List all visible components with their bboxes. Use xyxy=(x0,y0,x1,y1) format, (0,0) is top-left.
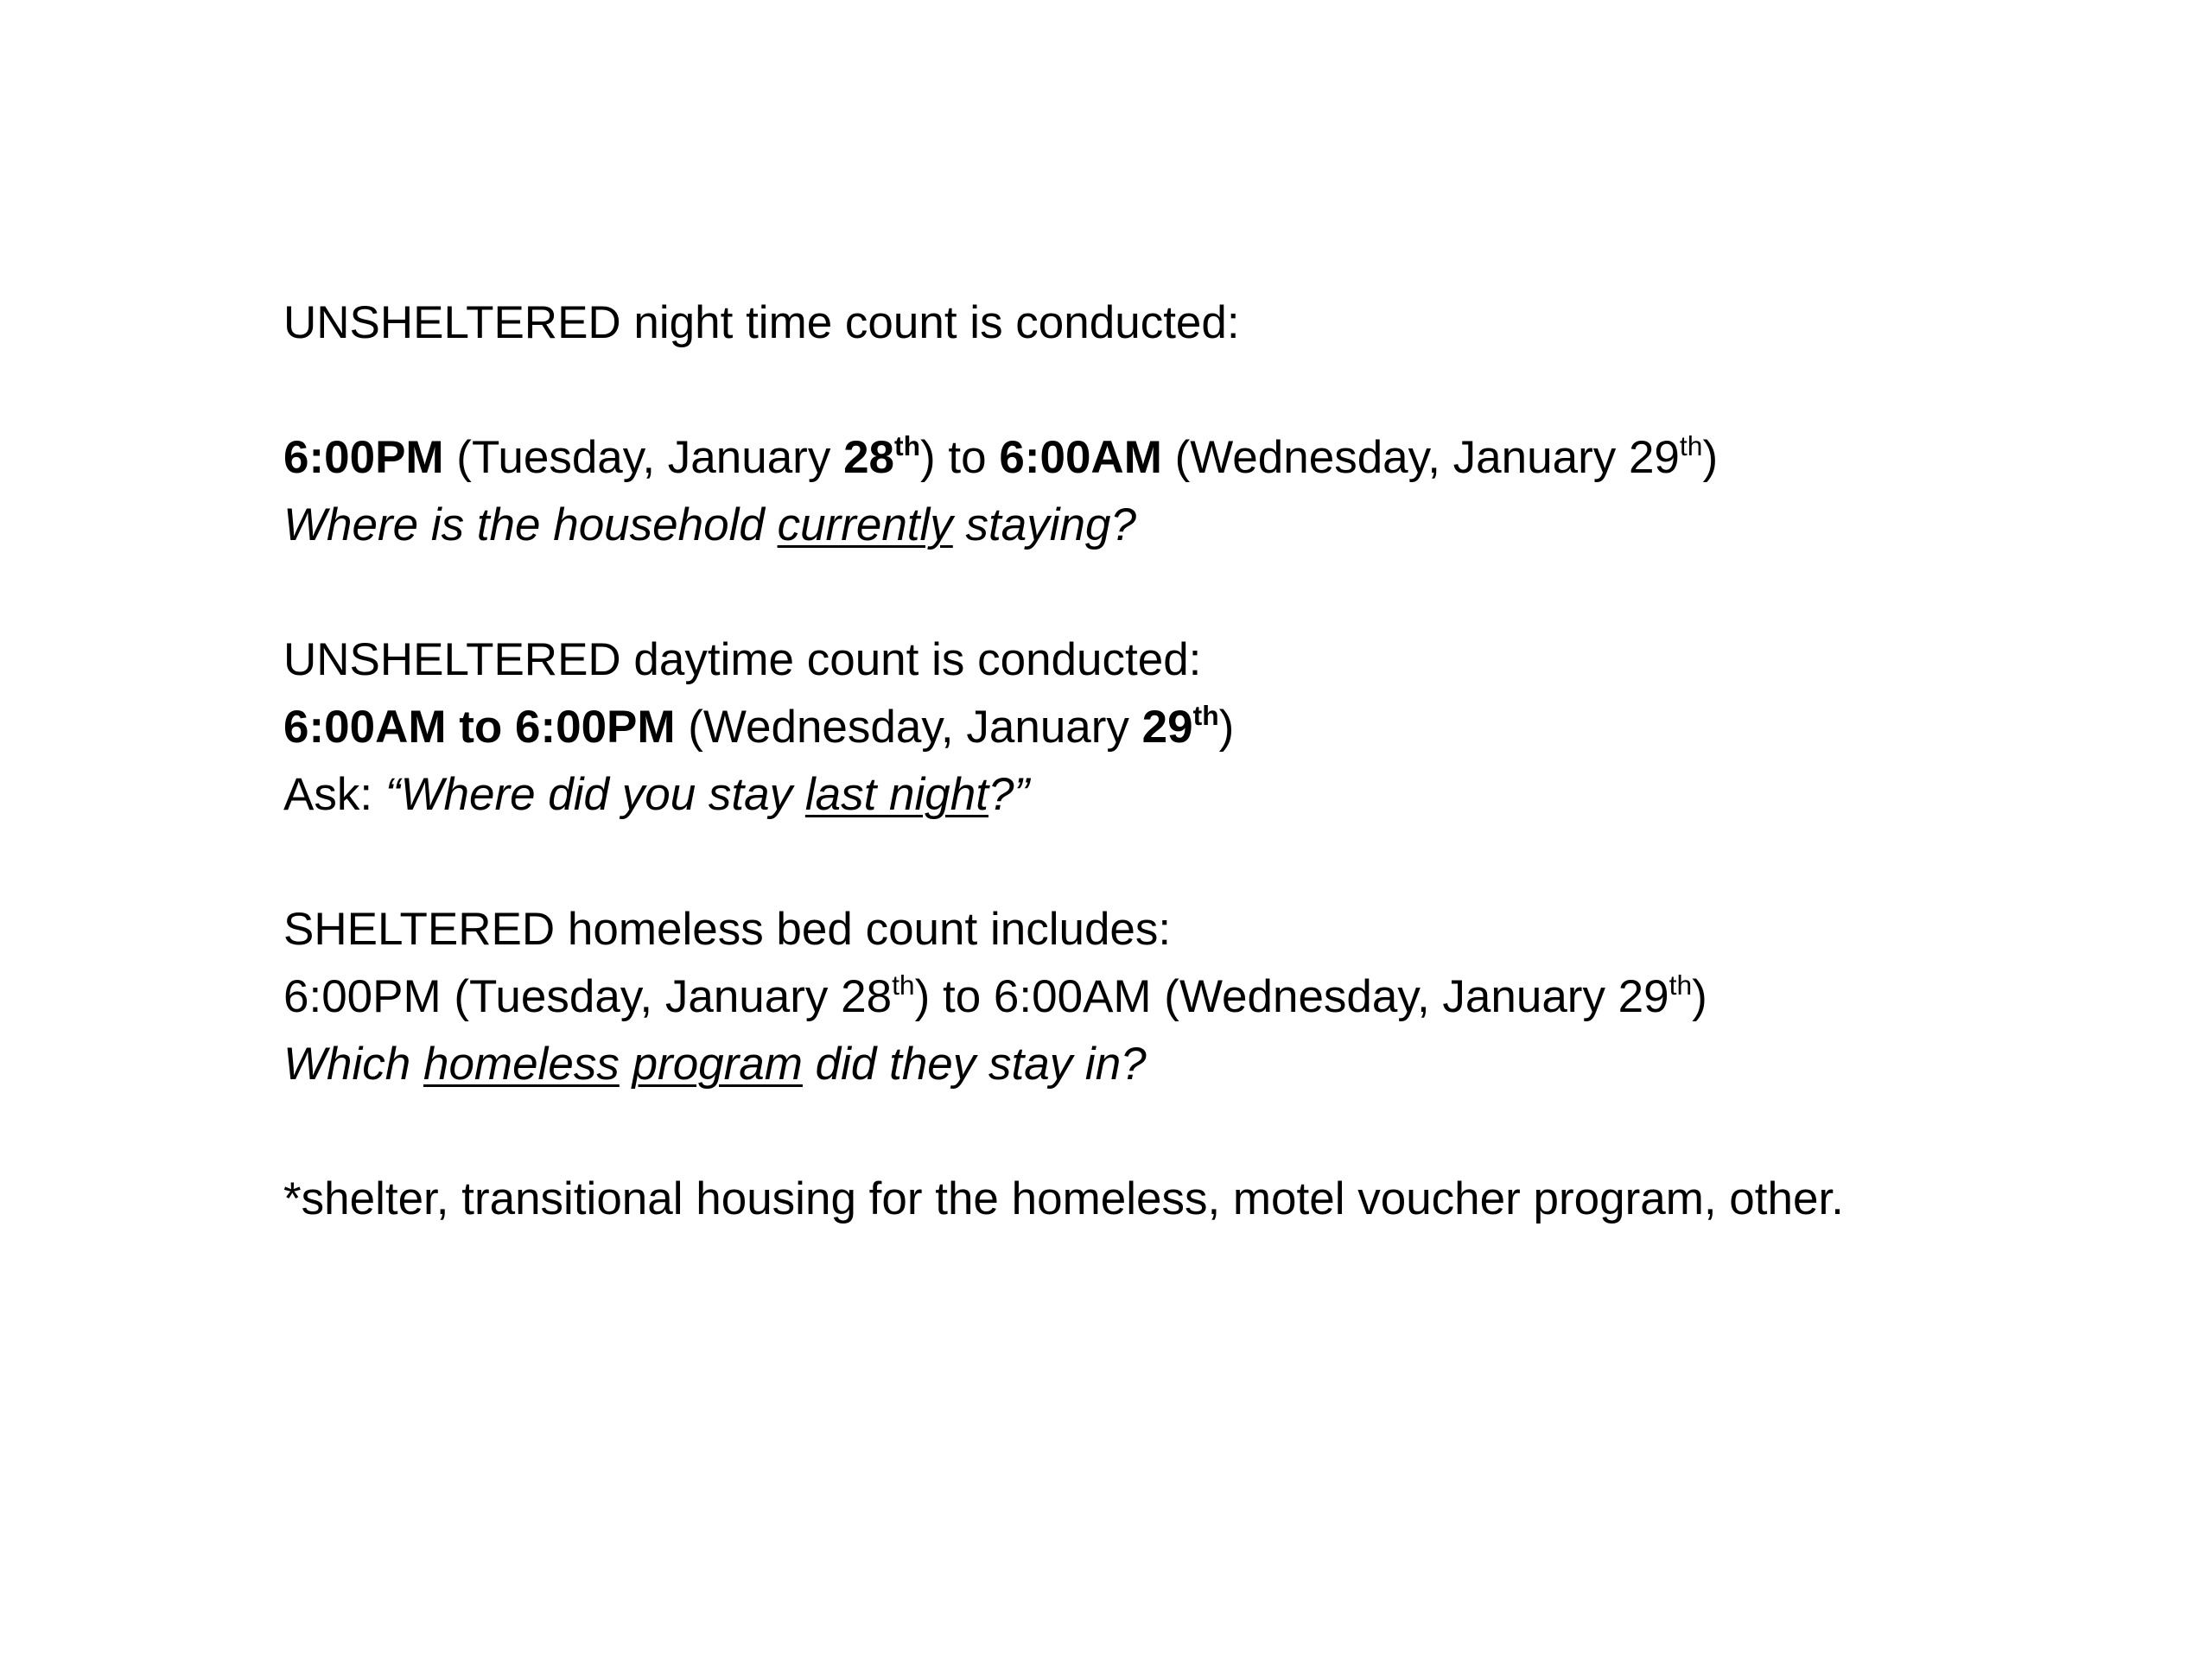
question-emphasis: last night xyxy=(804,769,988,820)
question-text: did they stay in? xyxy=(802,1039,1147,1090)
sheltered-time-range xyxy=(283,963,2012,1031)
ask-label: Ask: xyxy=(283,769,385,820)
date-text: (Wednesday, January xyxy=(675,702,1142,753)
range-to: ) to xyxy=(920,432,1000,483)
date-day xyxy=(1141,699,1219,753)
heading-text: UNSHELTERED daytime count is conducted: xyxy=(283,634,1202,685)
spacer xyxy=(283,1098,2012,1166)
close-paren: ) xyxy=(1692,971,1707,1022)
question xyxy=(385,769,1029,820)
unsheltered-night-question xyxy=(283,492,2012,559)
sheltered-question xyxy=(283,1031,2012,1098)
start-time: 6:00PM xyxy=(283,432,444,483)
heading-text: SHELTERED homeless bed count includes: xyxy=(283,904,1172,955)
start-day xyxy=(843,429,921,483)
date-day-number: 29 xyxy=(1141,702,1193,753)
heading-text: UNSHELTERED night time count is conducted: xyxy=(283,297,1240,348)
spacer xyxy=(283,829,2012,896)
close-paren: ) xyxy=(1218,702,1235,753)
unsheltered-day-heading xyxy=(283,626,2012,694)
question-text: staying? xyxy=(952,499,1136,550)
question-space xyxy=(620,1039,632,1090)
question-text: “Where did you stay xyxy=(385,769,805,820)
unsheltered-night-time-range xyxy=(283,424,2012,492)
spacer xyxy=(283,559,2012,626)
unsheltered-night-heading xyxy=(283,289,2012,357)
unsheltered-day-time-range xyxy=(283,694,2012,761)
ordinal-suffix: th xyxy=(1669,969,1693,1001)
ordinal-suffix: th xyxy=(892,969,915,1001)
question-text: Which xyxy=(283,1039,423,1090)
end-time: 6:00AM xyxy=(999,432,1162,483)
question-text: Where is the household xyxy=(283,499,778,550)
question-text: ?” xyxy=(988,769,1030,820)
ordinal-suffix: th xyxy=(1679,429,1703,461)
question-emphasis: homeless xyxy=(423,1039,620,1090)
ordinal-suffix: th xyxy=(894,429,921,461)
ordinal-suffix: th xyxy=(1192,699,1219,731)
question-emphasis: program xyxy=(632,1039,803,1090)
sheltered-heading xyxy=(283,896,2012,963)
end-date: (Wednesday, January 29 xyxy=(1161,432,1680,483)
start-day-number: 28 xyxy=(843,432,895,483)
start-date-open: (Tuesday, January xyxy=(443,432,844,483)
range-text: ) to 6:00AM (Wednesday, January 29 xyxy=(914,971,1669,1022)
footnote xyxy=(283,1166,1960,1233)
time-range: 6:00AM to 6:00PM xyxy=(283,702,676,753)
footnote-text: *shelter, transitional housing for the homeless, motel voucher program, other. xyxy=(283,1173,1844,1224)
unsheltered-day-question xyxy=(283,761,2012,829)
close-paren: ) xyxy=(1702,432,1719,483)
slide-body xyxy=(283,289,2012,1233)
range-text: 6:00PM (Tuesday, January 28 xyxy=(283,971,893,1022)
spacer xyxy=(283,357,2012,424)
question-emphasis: currently xyxy=(777,499,953,550)
